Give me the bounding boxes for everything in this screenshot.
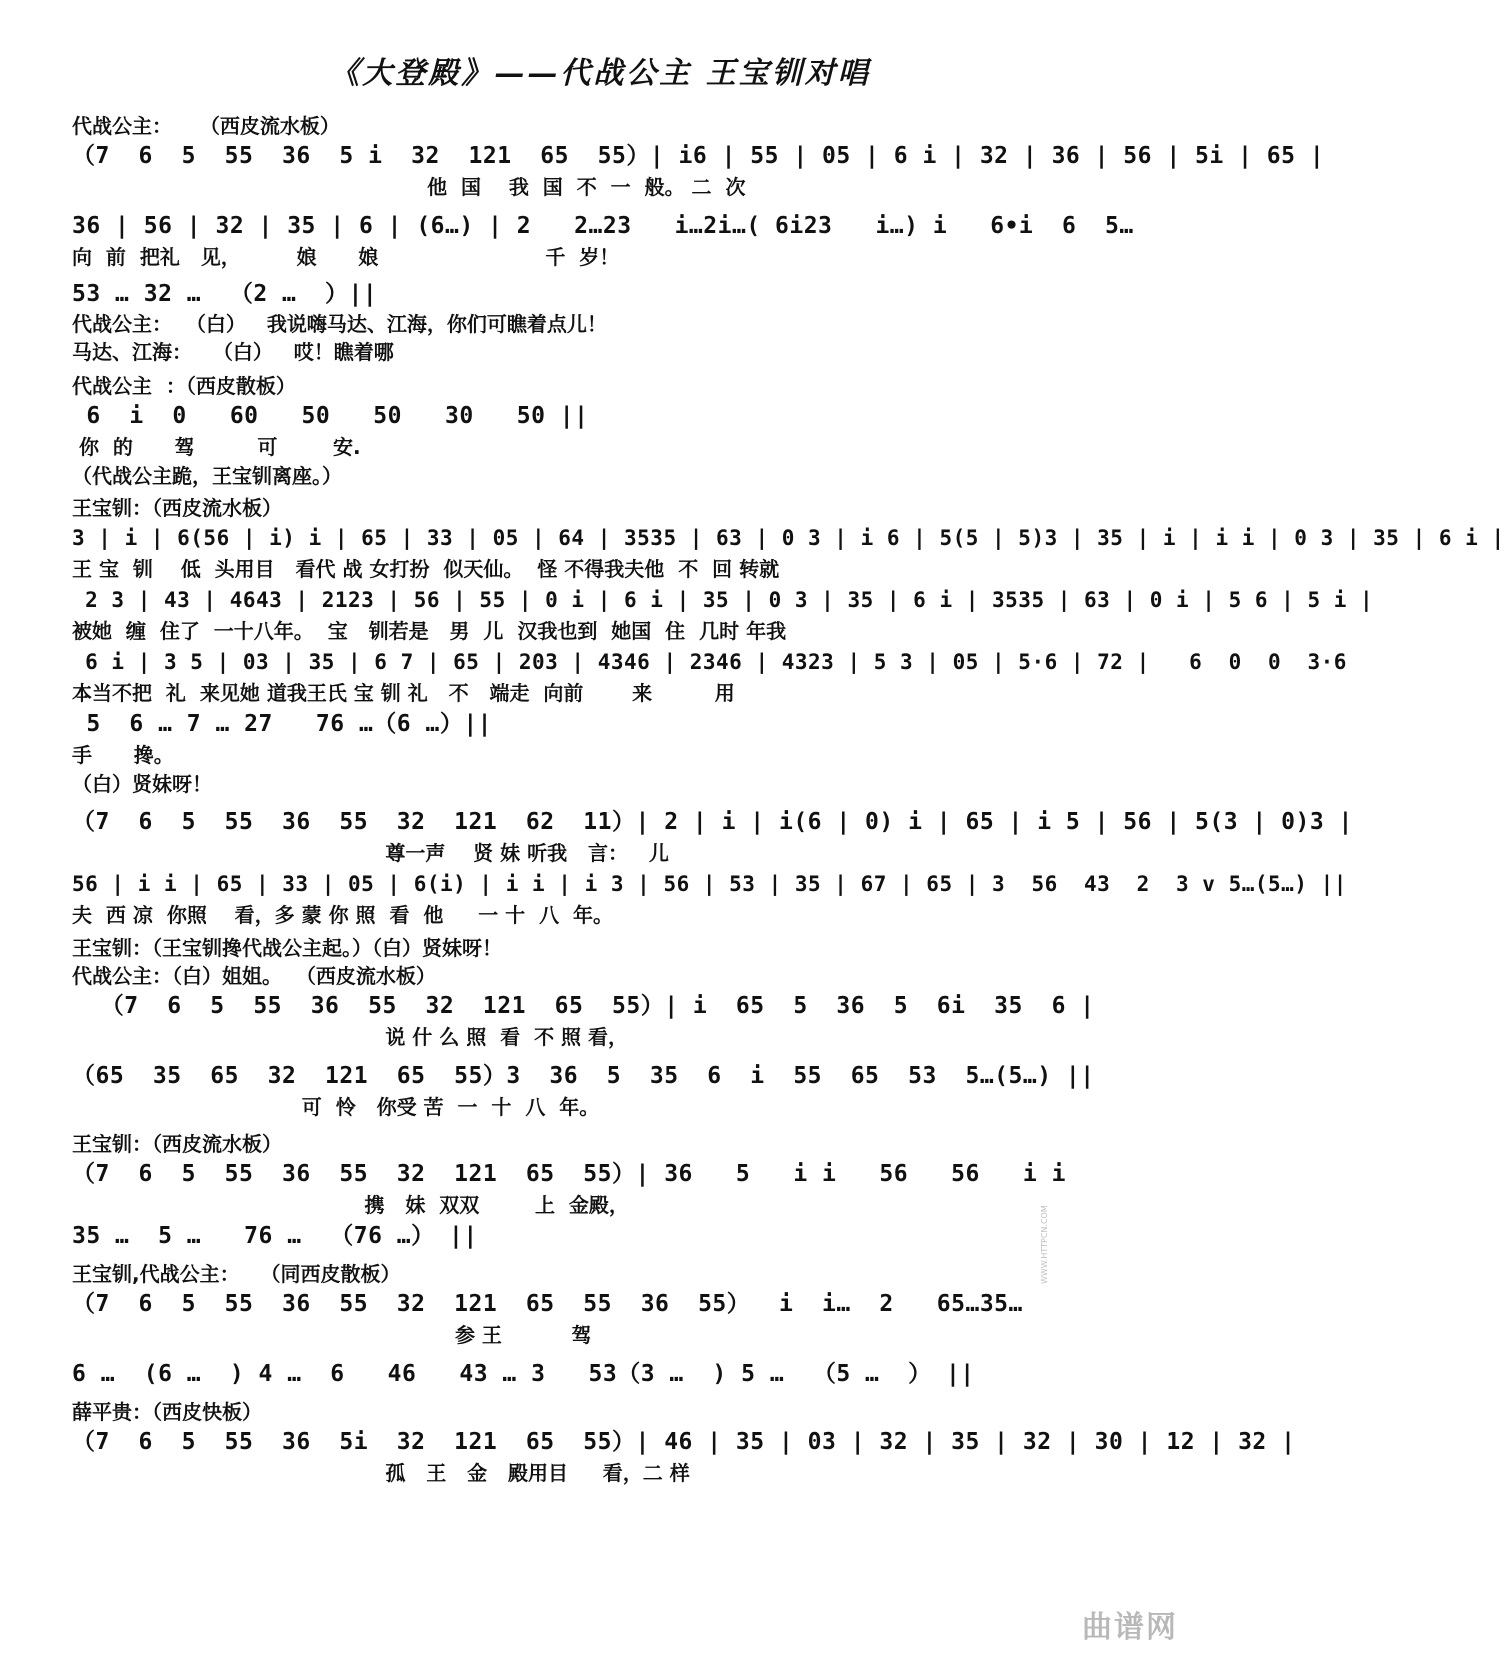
stage-direction: 王宝钏：（王宝钏搀代战公主起。）（白）贤妹呀！ xyxy=(72,936,502,960)
lyric-line: 孤 王 金 殿用目 看，二 样 xyxy=(72,1461,690,1485)
role-label-daizhan: 代战公主：（白）姐姐。 （西皮流水板） xyxy=(72,964,436,988)
role-label-wangbaochuan: 王宝钏：（西皮流水板） xyxy=(72,1132,282,1156)
lyric-line: 夫 西 凉 你照 看，多 蒙 你 照 看 他 一 十 八 年。 xyxy=(72,903,614,927)
lyric-line: 王 宝 钏 低 头用目 看代 战 女打扮 似天仙。 怪 不得我夫他 不 回 转就 xyxy=(72,557,780,581)
notation-line: 6 … (6 … ) 4 … 6 46 43 … 3 53（3 … ) 5 … （5 … ） || xyxy=(72,1361,975,1387)
notation-line: （7 6 5 55 36 5 i 32 121 65 55）| i6 | 55 | 05 | 6 i | 32 | 36 | 56 | 5i | 65 | xyxy=(72,143,1325,169)
notation-line: 56 | i i | 65 | 33 | 05 | 6(i) | i i | i 3 | 56 | 53 | 35 | 67 | 65 | 3 56 43 2 3 v 5…(5…) || xyxy=(72,872,1347,896)
lyric-line: 携 妹 双双 上 金殿， xyxy=(72,1193,629,1217)
dialogue-line: （白）贤妹呀！ xyxy=(72,772,212,796)
notation-line: 3 | i | 6(56 | i) i | 65 | 33 | 05 | 64 | 3535 | 63 | 0 3 | i 6 | 5(5 | 5)3 | 35 | i | i i | 0 3 | 35 | 6 i | xyxy=(72,526,1505,550)
notation-line: 36 | 56 | 32 | 35 | 6 | (6…) | 2 2…23 i…2i…( 6i23 i…) i 6•i 6 5… xyxy=(72,213,1134,239)
role-label-xuepinggui: 薛平贵：（西皮快板） xyxy=(72,1400,262,1424)
notation-line: （7 6 5 55 36 55 32 121 65 55）| 36 5 i i 56 56 i i xyxy=(72,1161,1066,1187)
dialogue-line: 代战公主： （白） 我说嗨马达、江海，你们可瞧着点儿！ xyxy=(72,312,607,336)
stage-direction: （代战公主跪，王宝钏离座。） xyxy=(72,464,342,488)
role-label-wangbaochuan: 王宝钏：（西皮流水板） xyxy=(72,496,282,520)
notation-line: 6 i 0 60 50 50 30 50 || xyxy=(72,403,589,429)
lyric-line: 可 怜 你受 苦 一 十 八 年。 xyxy=(72,1095,600,1119)
notation-line: 35 … 5 … 76 … （76 …） || xyxy=(72,1223,478,1249)
lyric-line: 尊一声 贤 妹 听我 言： 儿 xyxy=(72,841,669,865)
lyric-line: 你 的 驾 可 安. xyxy=(72,435,361,459)
notation-line: （7 6 5 55 36 55 32 121 62 11）| 2 | i | i(6 | 0) i | 65 | i 5 | 56 | 5(3 | 0)3 | xyxy=(72,809,1353,835)
lyric-line: 参 王 驾 xyxy=(72,1323,592,1347)
lyric-line: 本当不把 礼 来见她 道我王氏 宝 钏 礼 不 端走 向前 来 用 xyxy=(72,681,735,705)
notation-line: 5 6 … 7 … 27 76 …（6 …）|| xyxy=(72,711,493,737)
watermark-url: WWW.HTTPCN.COM xyxy=(1040,1205,1049,1284)
lyric-line: 他 国 我 国 不 一 般。 二 次 xyxy=(72,175,746,199)
notation-line: 2 3 | 43 | 4643 | 2123 | 56 | 55 | 0 i | 6 i | 35 | 0 3 | 35 | 6 i | 3535 | 63 | 0 i | 5 6 | 5 i | xyxy=(72,588,1374,612)
lyric-line: 说 什 么 照 看 不 照 看， xyxy=(72,1025,628,1049)
lyric-line: 向 前 把礼 见， 娘 娘 千 岁！ xyxy=(72,245,620,269)
notation-line: 53 … 32 … （2 … ）|| xyxy=(72,281,378,307)
notation-line: （7 6 5 55 36 5i 32 121 65 55）| 46 | 35 | 03 | 32 | 35 | 32 | 30 | 12 | 32 | xyxy=(72,1429,1296,1455)
page-title: 《大登殿》——代战公主 王宝钏对唱 xyxy=(329,56,871,91)
lyric-line: 被她 缠 住了 一十八年。 宝 钏若是 男 儿 汉我也到 她国 住 几时 年我 xyxy=(72,619,787,643)
notation-line: 6 i | 3 5 | 03 | 35 | 6 7 | 65 | 203 | 4346 | 2346 | 4323 | 5 3 | 05 | 5·6 | 72 | 6 0 0 3·6 xyxy=(72,650,1347,674)
role-label-daizhan: 代战公主： （西皮流水板） xyxy=(72,114,340,138)
notation-line: （7 6 5 55 36 55 32 121 65 55 36 55） i i… 2 65…35… xyxy=(72,1291,1023,1317)
watermark-logo: 曲谱网 xyxy=(1082,1610,1178,1645)
role-label-daizhan: 代战公主 ：（西皮散板） xyxy=(72,374,296,398)
notation-line: （7 6 5 55 36 55 32 121 65 55）| i 65 5 36 5 6i 35 6 | xyxy=(72,993,1095,1019)
dialogue-line: 马达、江海： （白） 哎！瞧着哪 xyxy=(72,340,394,364)
role-label-duet: 王宝钏,代战公主： （同西皮散板） xyxy=(72,1262,401,1286)
notation-line: （65 35 65 32 121 65 55）3 36 5 35 6 i 55 65 53 5…(5…) || xyxy=(72,1063,1095,1089)
lyric-line: 手 搀。 xyxy=(72,743,174,767)
